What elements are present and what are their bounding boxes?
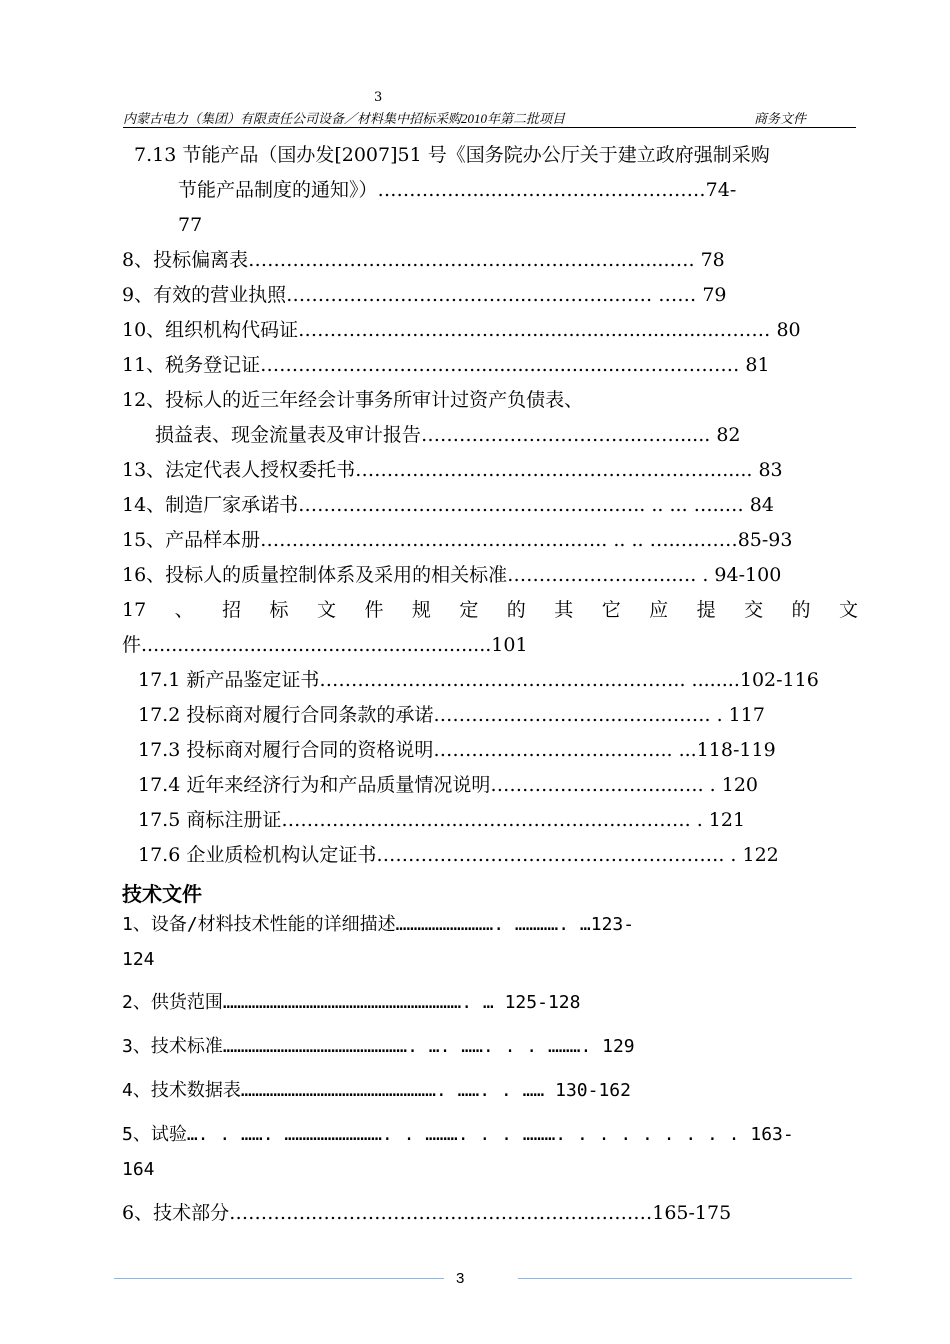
toc-entry-17-char: 17 (122, 599, 147, 621)
toc-entry-9: 9、有效的营业执照………………………………..…………..…… …… 79 (122, 284, 727, 306)
toc-entry-17-char: 它 (601, 599, 621, 621)
toc-entry-17-3: 17.3 投标商对履行合同的资格说明………………………..……... ...118-119 (138, 739, 776, 761)
toc-entry-17-char: 的 (506, 599, 526, 621)
section-title-technical: 技术文件 (122, 882, 202, 906)
toc-entry-12: 12、投标人的近三年经会计事务所审计过资产负债表、 (122, 389, 584, 411)
toc-entry-17-char: 件 (364, 599, 384, 621)
toc-entry-7-13-pages: 77 (178, 214, 203, 236)
tech-entry-2: 2、供货范围…………………………………………………………. … 125-128 (122, 992, 581, 1013)
tech-entry-4: 4、技术数据表………………………………………………. ……. . …… 130-162 (122, 1080, 631, 1101)
toc-entry-7-13: 7.13 节能产品（国办发[2007]51 号《国务院办公厅关于建立政府强制采购 (134, 144, 770, 166)
toc-entry-17-char: 、 (174, 599, 194, 621)
toc-entry-10: 10、组织机构代码证………………………………...............................……… 80 (122, 319, 801, 341)
toc-entry-17-4: 17.4 近年来经济行为和产品质量情况说明………………..……....…. . 120 (138, 774, 759, 796)
tech-entry-5: 5、试验…. . ……. ………………………. . ………. . . ………. . . . . . . . . 163- (122, 1124, 794, 1145)
tech-entry-6: 6、技术部分…………..……………………………………..………165-175 (122, 1202, 732, 1224)
tech-entry-5-pages: 164 (122, 1159, 155, 1180)
toc-entry-17-5: 17.5 商标注册证………………..……..………………….…..………. . 121 (138, 809, 746, 831)
tech-entry-3: 3、技术标准……………………………………………. …. ……. . . ………. 129 (122, 1036, 635, 1057)
toc-entry-16: 16、投标人的质量控制体系及采用的相关标准………………….….…. . 94-100 (122, 564, 782, 586)
toc-entry-17-char: 提 (696, 599, 716, 621)
header-rule (123, 127, 856, 128)
toc-entry-8: 8、投标偏离表……………………..………………………..……......…. 78 (122, 249, 725, 271)
tech-entry-1: 1、设备/材料技术性能的详细描述………………………. …………. …123- (122, 914, 635, 935)
footer-rule-left (114, 1278, 444, 1279)
header-page-number: 3 (374, 90, 383, 105)
toc-entry-17-6: 17.6 企业质检机构认定证书………………………………………………. . 122 (138, 844, 779, 866)
toc-entry-17-char: 文 (838, 599, 858, 621)
running-header-section: 商务文件 (754, 111, 807, 126)
toc-entry-17-char: 标 (269, 599, 289, 621)
toc-entry-12-cont: 损益表、现金流量表及审计报告……………………………..……..... 82 (155, 424, 741, 446)
toc-entry-17-char: 文 (316, 599, 336, 621)
toc-entry-17-char: 定 (459, 599, 479, 621)
footer-page-number: 3 (456, 1270, 465, 1287)
toc-entry-17-1: 17.1 新产品鉴定证书………………………………………..……….. ........102-116 (138, 669, 819, 691)
toc-entry-7-13-cont: 节能产品制度的通知》）……………....……………………………74- (178, 179, 737, 201)
toc-entry-17-char: 的 (791, 599, 811, 621)
toc-entry-17-char: 规 (411, 599, 431, 621)
footer-rule-right (518, 1278, 852, 1279)
toc-entry-11: 11、税务登记证…………………………….............................…………… 81 (122, 354, 770, 376)
toc-entry-17-char: 其 (554, 599, 574, 621)
toc-entry-14: 14、制造厂家承诺书…………………………………………..….. .. ... …..… 84 (122, 494, 774, 516)
toc-entry-15: 15、产品样本册…………………………………………..….. .. .. …..………85-93 (122, 529, 793, 551)
running-header-title: 内蒙古电力（集团）有限责任公司设备／材料集中招标采购2010年第二批项目 (123, 111, 566, 126)
toc-entry-17-cont: 件..........................................................101 (122, 634, 528, 656)
toc-entry-17-char: 招 (222, 599, 242, 621)
toc-entry-17-char: 交 (744, 599, 764, 621)
toc-entry-17-char: 应 (649, 599, 669, 621)
toc-entry-17-2: 17.2 投标商对履行合同条款的承诺………………………..……..……. . 117 (138, 704, 765, 726)
toc-entry-13: 13、法定代表人授权委托书…………………………………………………...... 83 (122, 459, 783, 481)
tech-entry-1-pages: 124 (122, 949, 155, 970)
toc-entry-17 (122, 599, 858, 621)
